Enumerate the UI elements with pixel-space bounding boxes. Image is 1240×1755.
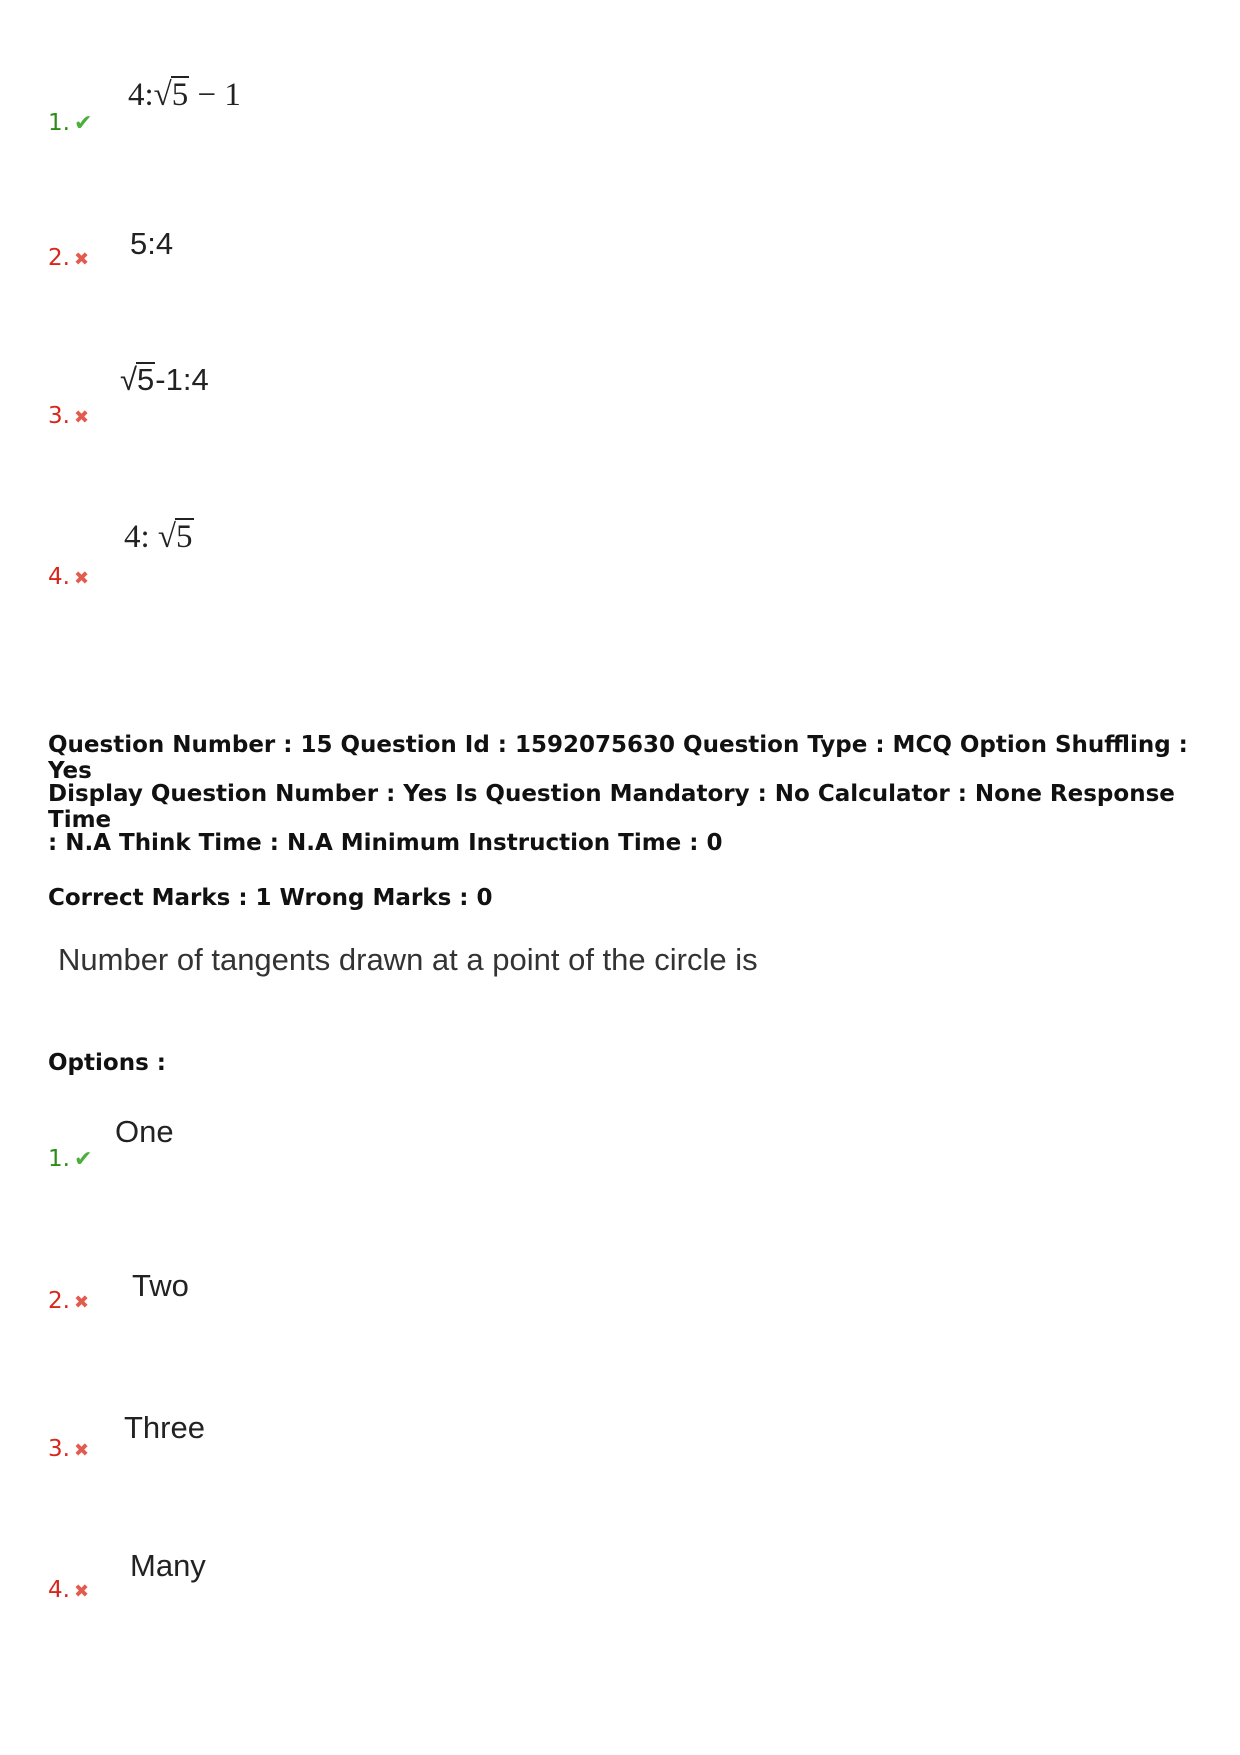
prev-option-1-number: 1. ✔ (48, 110, 93, 136)
sqrt-symbol: √5 (153, 77, 189, 113)
option-3-content: Three (124, 1410, 205, 1445)
prev-option-2-content: 5:4 (130, 226, 174, 261)
sqrt-symbol: √5 (157, 519, 193, 555)
cross-icon: ✖ (73, 1440, 90, 1461)
prev-option-4-number: 4. ✖ (48, 564, 90, 590)
question-text: Number of tangents drawn at a point of the circle is (58, 942, 758, 977)
prev-option-3-content: √5-1:4 (120, 362, 209, 397)
option-3-number: 3. ✖ (48, 1436, 90, 1462)
cross-icon: ✖ (73, 1581, 90, 1602)
cross-icon: ✖ (73, 407, 90, 428)
sqrt-symbol: √5 (120, 362, 155, 397)
option-1-number: 1. ✔ (48, 1146, 93, 1172)
question-meta-line-2: Display Question Number : Yes Is Question Mandatory : No Calculator : None Response Time (48, 781, 1175, 833)
question-marks: Correct Marks : 1 Wrong Marks : 0 (48, 885, 493, 911)
prev-option-4-content: 4: √5 (124, 519, 193, 555)
option-4-number: 4. ✖ (48, 1577, 90, 1603)
cross-icon: ✖ (73, 1292, 90, 1313)
option-1-content: One (115, 1114, 174, 1149)
prev-option-1-content: 4:√5 − 1 (128, 77, 241, 113)
question-meta-line-3: : N.A Think Time : N.A Minimum Instruction Time : 0 (48, 830, 723, 856)
check-icon: ✔ (73, 111, 93, 136)
cross-icon: ✖ (73, 568, 90, 589)
cross-icon: ✖ (73, 249, 90, 270)
check-icon: ✔ (73, 1147, 93, 1172)
option-2-number: 2. ✖ (48, 1288, 90, 1314)
prev-option-2-number: 2. ✖ (48, 245, 90, 271)
prev-option-3-number: 3. ✖ (48, 403, 90, 429)
option-2-content: Two (132, 1268, 189, 1303)
option-4-content: Many (130, 1548, 206, 1583)
question-meta-line-1: Question Number : 15 Question Id : 1592075630 Question Type : MCQ Option Shuffling : Yes (48, 732, 1188, 784)
options-label: Options : (48, 1050, 166, 1076)
